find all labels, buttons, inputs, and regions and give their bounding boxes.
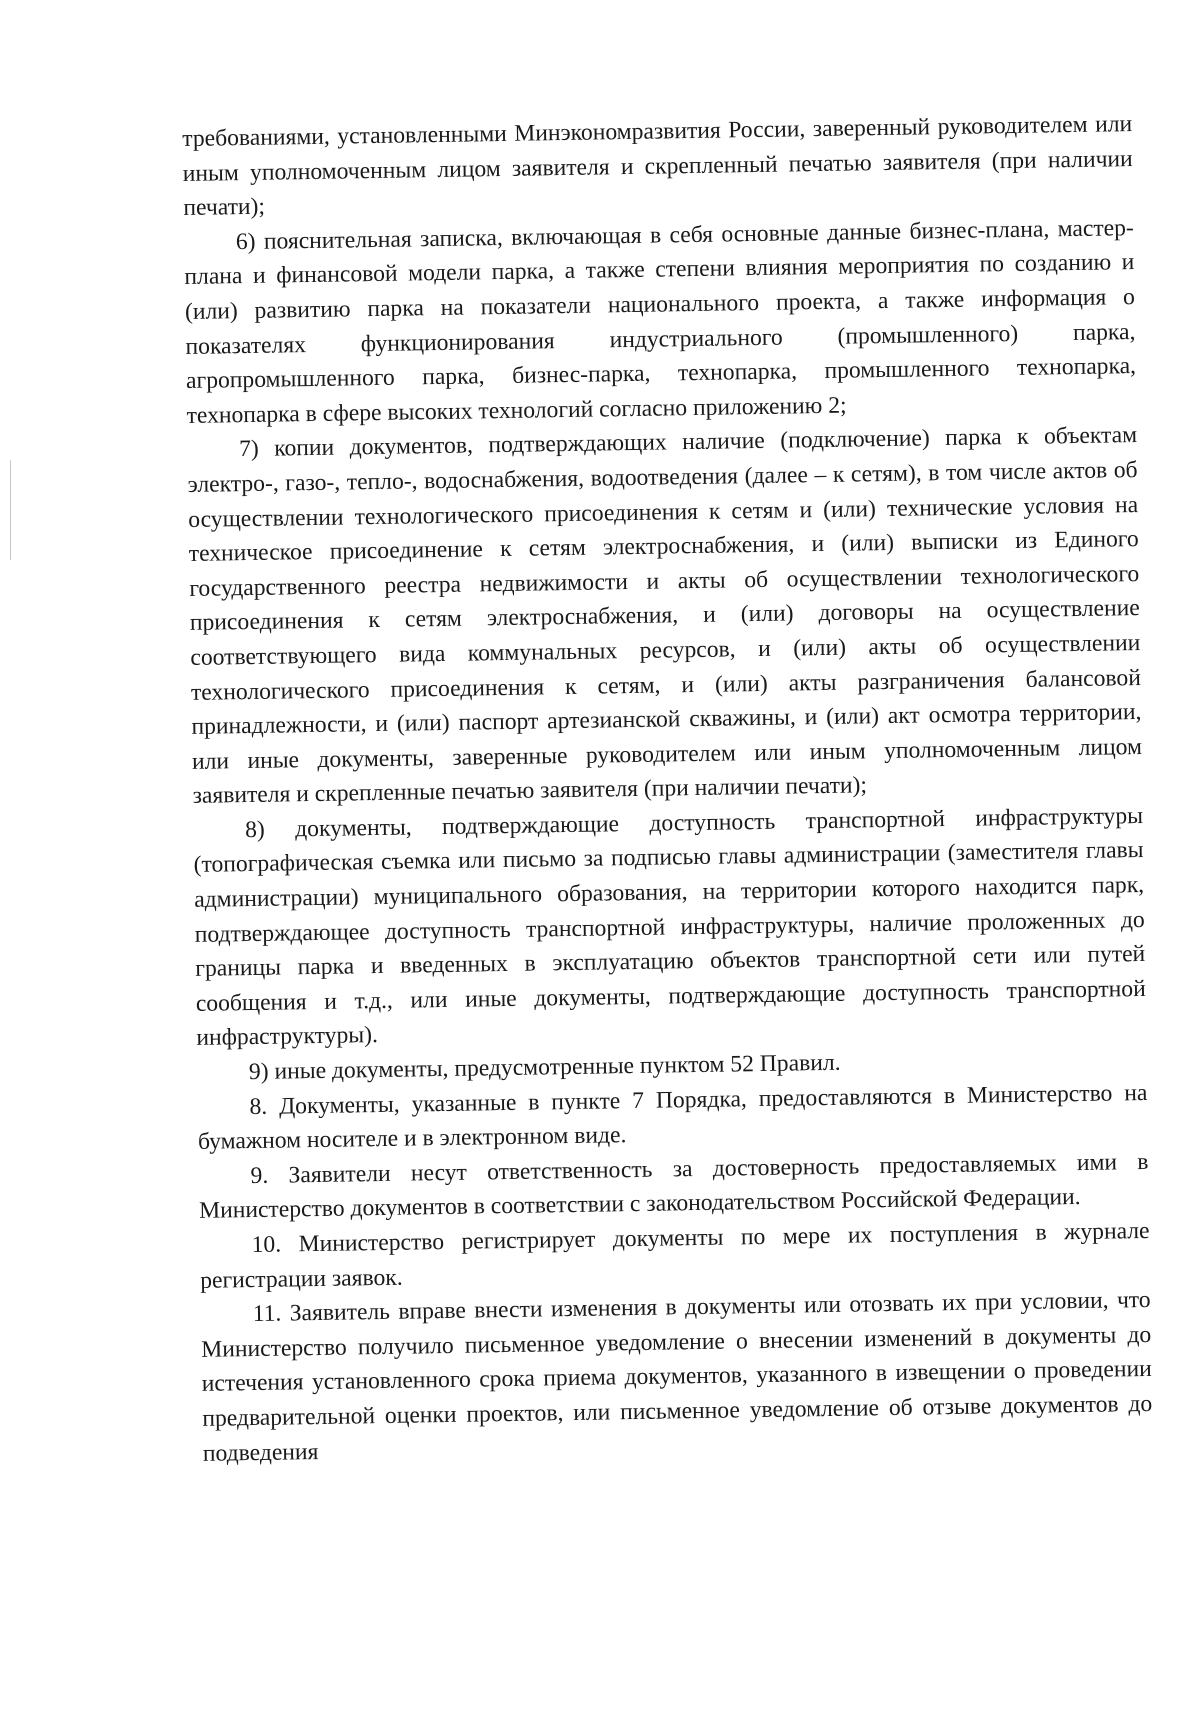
paragraph-clause-11: 11. Заявитель вправе внести изменения в документы или отозвать их при условии, что Министерство получило письменное уведомление о внесении изменений в документы до истечения установленного срока приема документов, указанного в извещении о проведении предварительной оценки проектов, или письменное уведомление об отзыве документов до подведения xyxy=(201,1287,1153,1467)
paragraph-clause-10: 10. Министерство регистрирует документы по мере их поступления в журнале регистрации заявок. xyxy=(199,1217,1150,1294)
scan-edge-mark xyxy=(10,460,11,560)
document-body xyxy=(182,107,1153,1471)
paragraph-item-6: 6) пояснительная записка, включающая в себя основные данные бизнес-плана, мастер-плана и финансовой модели парка, а также степени влияния мероприятия по созданию и (или) развитию парка на показатели национального проекта, а также информация о показателях функционирования индустриального (промышленного) парка, агропромышленного парка, бизнес-парка, технопарка, промышленного технопарка, технопарка в сфере высоких технологий согласно приложению 2; xyxy=(184,214,1137,429)
paragraph-continuation: требованиями, установленными Минэкономразвития России, заверенный руководителем или иным уполномоченным лицом заявителя и скрепленный печатью заявителя (при наличии печати); xyxy=(182,111,1133,222)
paragraph-item-9: 9) иные документы, предусмотренные пунктом 52 Правил. xyxy=(248,1049,841,1086)
paragraph-item-8: 8) документы, подтверждающие доступность транспортной инфраструктуры (топографическая съемка или письмо за подписью главы администрации (заместителя главы администрации) муниципального образования, на территории которого находится парк, подтверждающее доступность транспортной инфраструктуры, наличие проложенных до границы парка и введенных в эксплуатацию объектов транспортной сети или путей сообщения и т.д., или иные документы, подтверждающие доступность транспортной инфраструктуры). xyxy=(193,802,1146,1052)
paragraph-clause-8: 8. Документы, указанные в пункте 7 Порядка, предоставляются в Министерство на бумажном носителе и в электронном виде. xyxy=(197,1079,1148,1156)
paragraph-item-7: 7) копии документов, подтверждающих наличие (подключение) парка к объектам электро-, газо-, тепло-, водоснабжения, водоотведения (далее – к сетям), в том числе актов об осуществлении технологического присоединения к сетям и (или) технические условия на техническое присоединение к сетям электроснабжения, и (или) выписки из Единого государственного реестра недвижимости и акты об осуществлении технологического присоединения к сетям электроснабжения, и (или) договоры на осуществление соответствующего вида коммунальных ресурсов, и (или) акты об осуществлении технологического присоединения к сетям, и (или) акты разграничения балансовой принадлежности, и (или) паспорт артезианской скважины, и (или) акт осмотра территории, или иные документы, заверенные руководителем или иным уполномоченным лицом заявителя и скрепленные печатью заявителя (при наличии печати); xyxy=(187,422,1143,810)
paragraph-clause-9: 9. Заявители несут ответственность за достоверность предоставляемых ими в Министерство документов в соответствии с законодательством Российской Федерации. xyxy=(198,1148,1149,1225)
